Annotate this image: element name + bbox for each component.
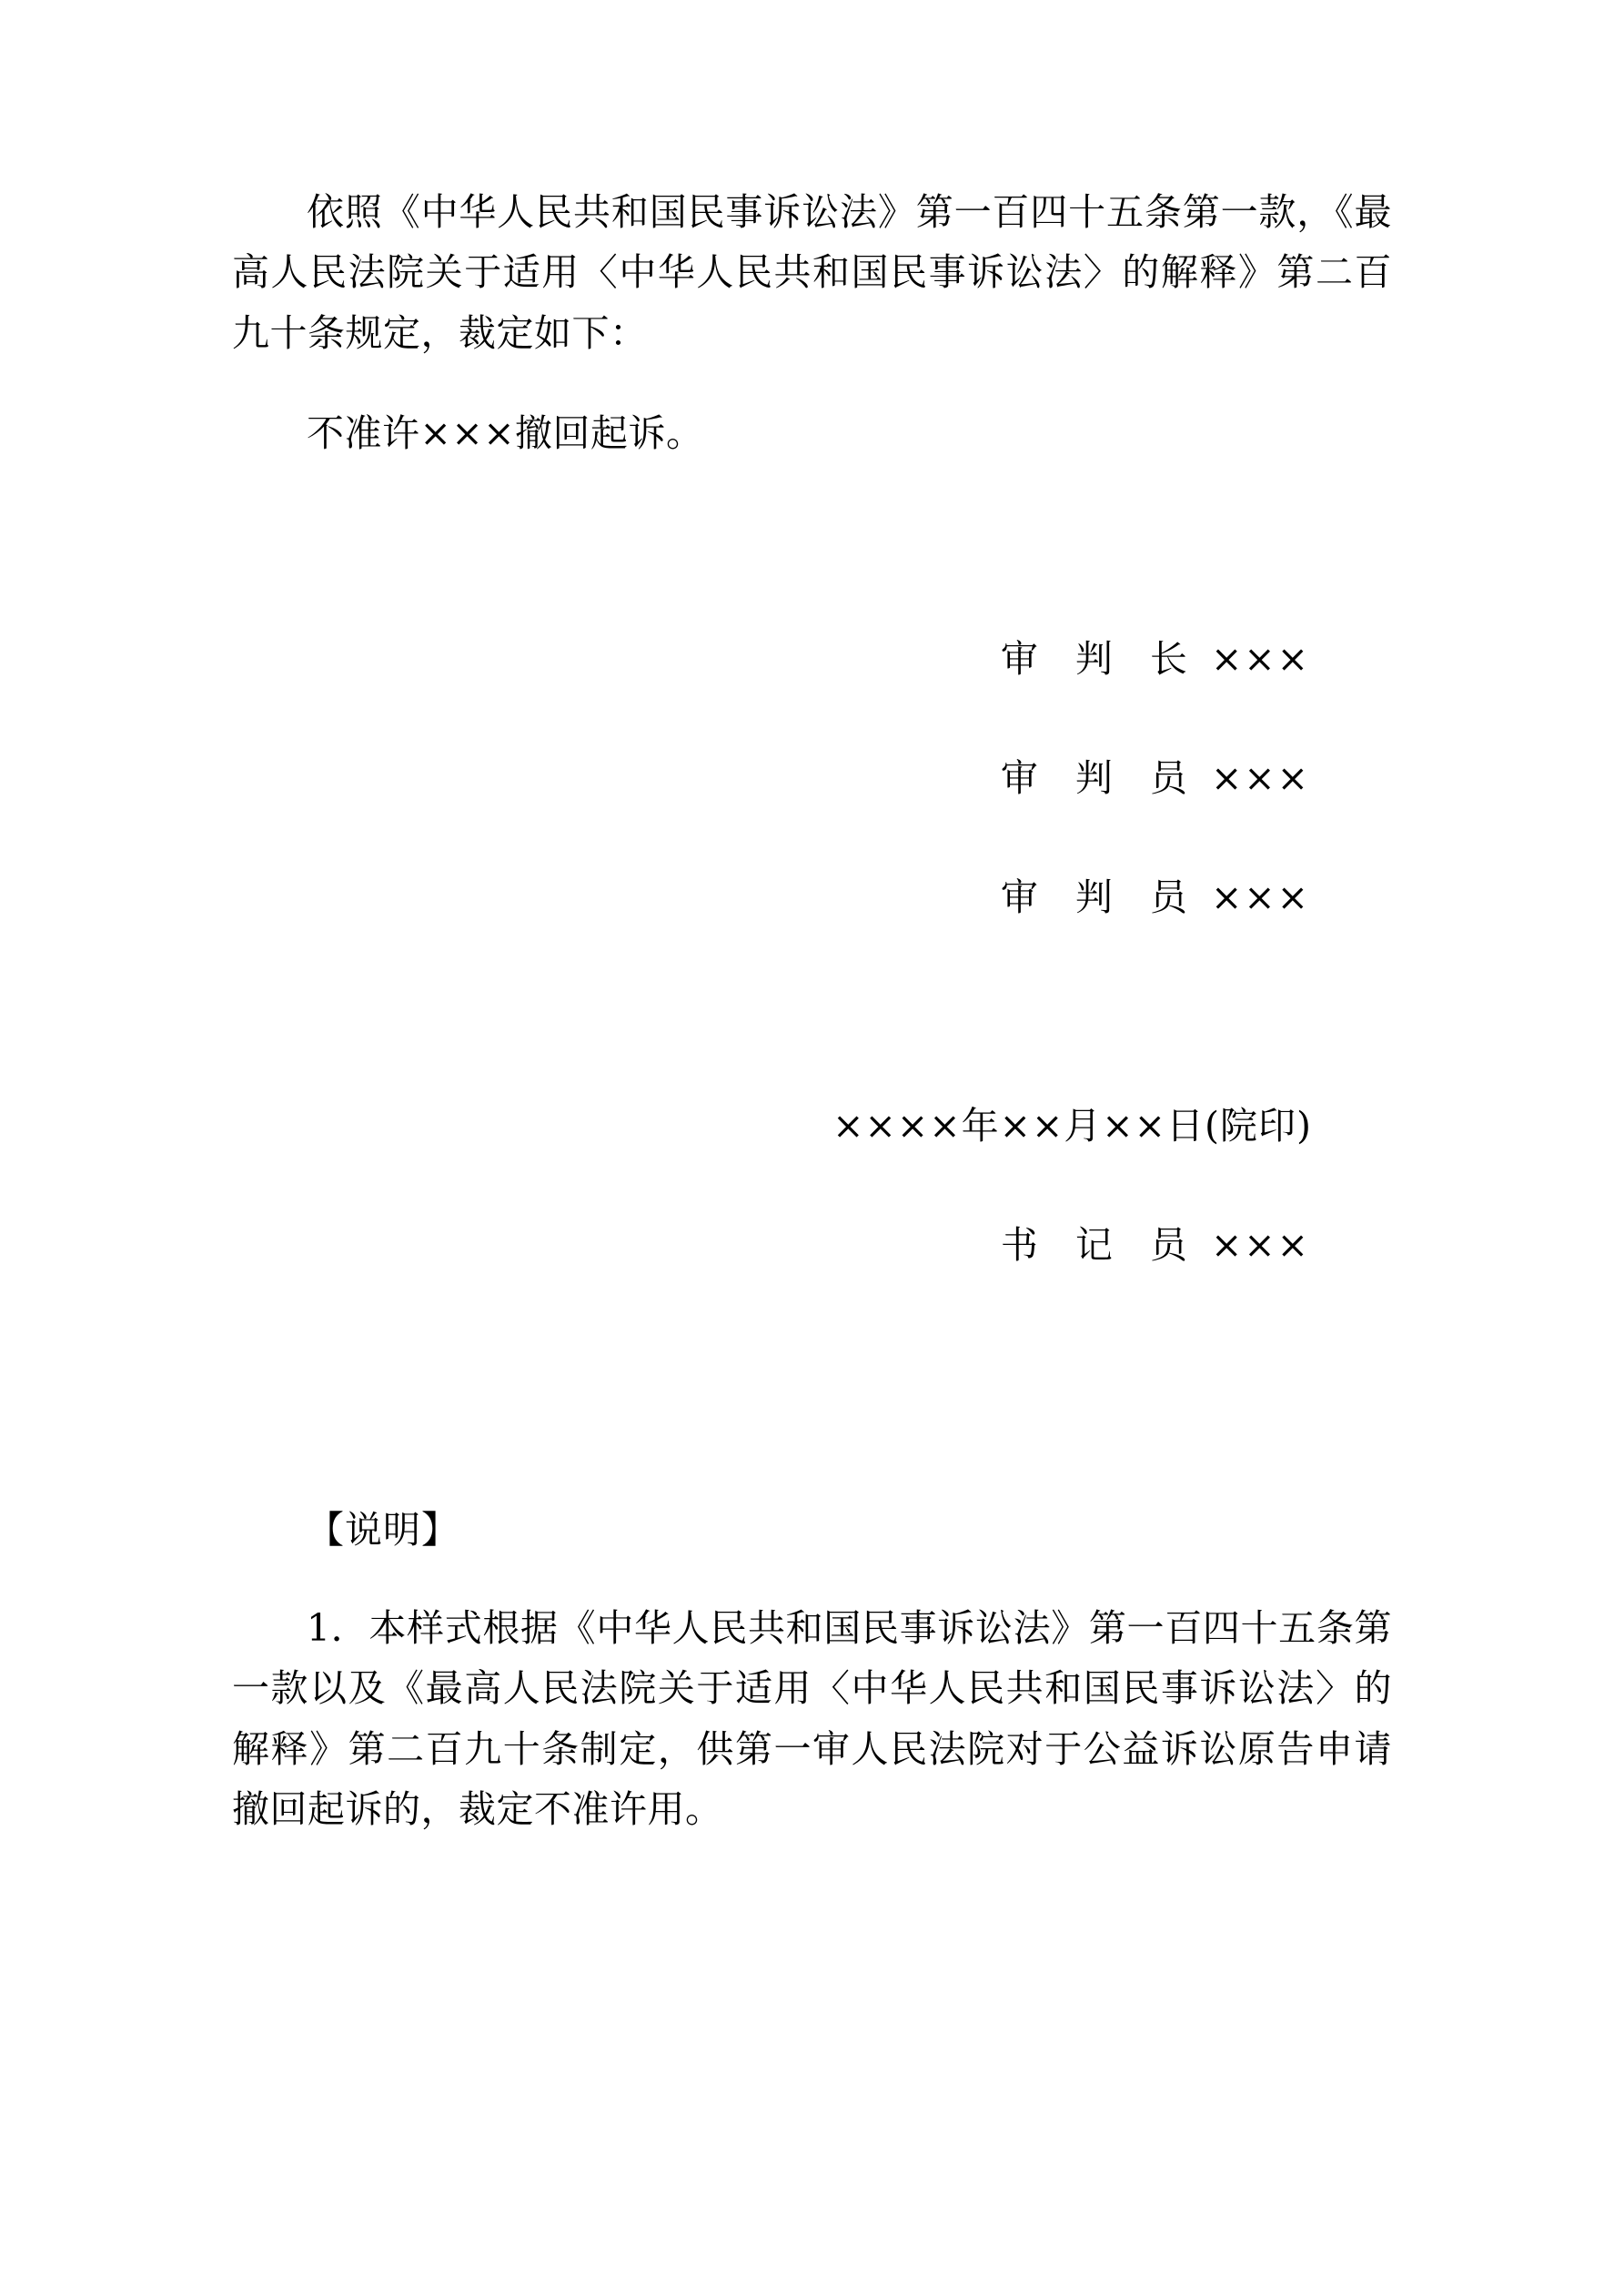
signature-label: 审 判 员 [1000,755,1200,800]
signature-label: 书 记 员 [1000,1223,1200,1268]
signature-label: 审 判 长 [1000,636,1200,681]
notes-title: 【说明】 [307,1507,459,1552]
signature-name: ××× [1210,636,1310,681]
body-paragraph-2: 不准许×××撤回起诉。 [307,411,704,456]
signature-label: 审 判 员 [1000,875,1200,919]
signature-clerk [232,1223,1392,1268]
spacer [232,995,1392,1104]
body-paragraph-1: 依照《中华人民共和国民事诉讼法》第一百四十五条第一款，《最高人民法院关于适用〈中华人民共和国民事诉讼法〉的解释》第二百九十条规定，裁定如下： [232,190,1392,355]
spacer [232,363,1392,403]
date-line: ××××年××月××日(院印) [832,1104,1312,1148]
signature-judge-2 [232,875,1392,920]
signature-block [232,637,1392,921]
signature-name: ××× [1210,875,1310,919]
note-paragraph-1: 1．本样式根据《中华人民共和国民事诉讼法》第一百四十五条第一款以及《最高人民法院关于适用〈中华人民共和国民事诉讼法〉的解释》第二百九十条制定，供第一审人民法院对于公益诉讼原告申请撤回起诉的，裁定不准许用。 [232,1606,1392,1832]
signature-presiding-judge [232,637,1392,682]
signature-name: ××× [1210,1223,1310,1268]
spacer [232,1343,1392,1502]
signature-name: ××× [1210,755,1310,800]
spacer [232,1558,1392,1598]
signature-judge-1 [232,756,1392,801]
spacer [232,464,1392,637]
